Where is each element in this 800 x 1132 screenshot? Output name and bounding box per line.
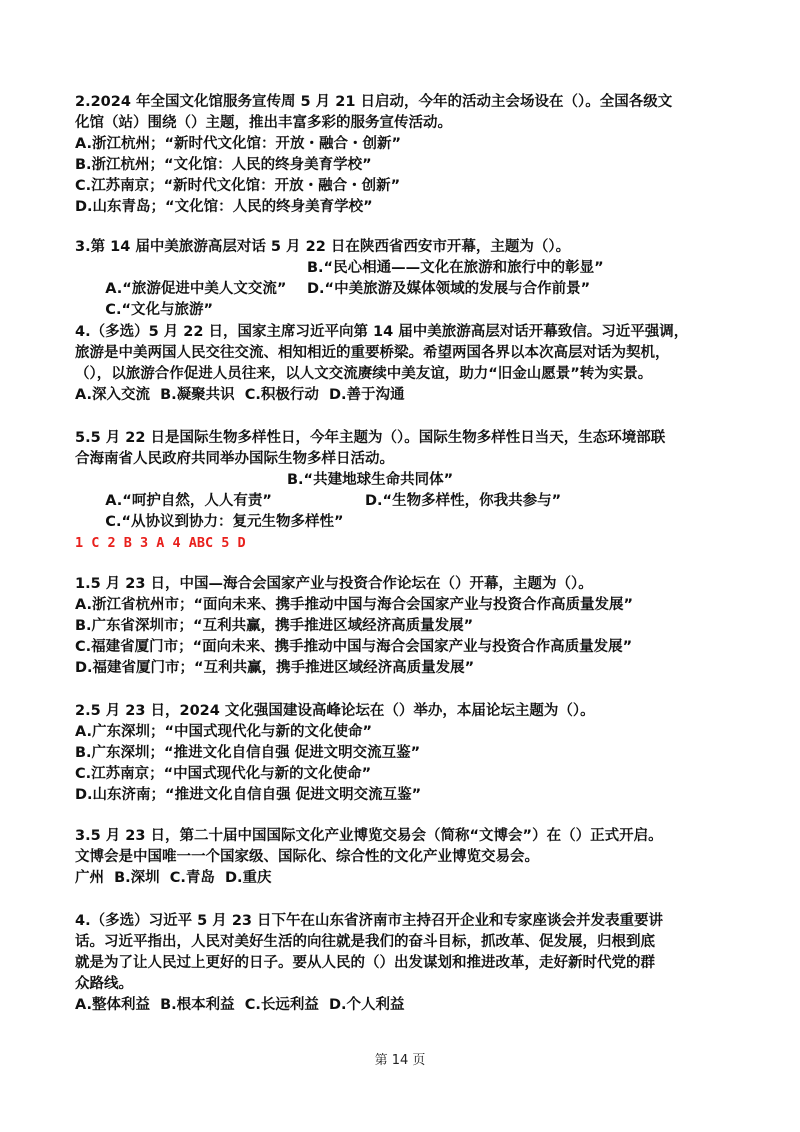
question-text: 1.5 月 23 日，中国—海合会国家产业与投资合作论坛在（）开幕，主题为（）。 bbox=[75, 576, 593, 592]
question-text: 合海南省人民政府共同举办国际生物多样日活动。 bbox=[75, 451, 394, 467]
question-jinan-symposium bbox=[75, 911, 735, 1016]
question-text: 文博会是中国唯一一个国家级、国际化、综合性的文化产业博览交易会。 bbox=[75, 849, 539, 865]
question-culture-forum bbox=[75, 701, 735, 806]
option-a: A.浙江杭州；“新时代文化馆：开放・融合・创新” bbox=[75, 136, 402, 152]
option-b: B.“共建地球生命共同体” bbox=[287, 472, 454, 488]
options-row: 广州 B.深圳 C.青岛 D.重庆 bbox=[75, 870, 272, 886]
option-d: D.山东青岛；“文化馆：人民的终身美育学校” bbox=[75, 199, 373, 215]
option-a: A.浙江省杭州市；“面向未来、携手推动中国与海合会国家产业与投资合作高质量发展” bbox=[75, 597, 634, 613]
question-2024-culture-hall bbox=[75, 92, 735, 218]
option-b: B.广东省深圳市；“互利共赢，携手推进区域经济高质量发展” bbox=[75, 618, 474, 634]
option-d: D.“中美旅游及媒体领域的发展与合作前景” bbox=[307, 281, 591, 297]
question-text: 3.5 月 23 日，第二十届中国国际文化产业博览交易会（简称“文博会”）在（）正式开启。 bbox=[75, 828, 663, 844]
option-a: A.“呵护自然，人人有责” bbox=[105, 493, 272, 509]
option-b: B.广东深圳；“推进文化自信自强 促进文明交流互鉴” bbox=[75, 745, 421, 761]
question-text: 众路线。 bbox=[75, 976, 133, 992]
question-text: 旅游是中美两国人民交往交流、相知相近的重要桥梁。希望两国各界以本次高层对话为契机， bbox=[75, 345, 670, 361]
question-tourism-letter bbox=[75, 322, 735, 406]
question-biodiversity-day bbox=[75, 428, 735, 530]
option-c: C.江苏南京；“中国式现代化与新的文化使命” bbox=[75, 766, 372, 782]
option-b: B.“民心相通——文化在旅游和旅行中的彰显” bbox=[307, 260, 604, 276]
question-text: 2.2024 年全国文化馆服务宣传周 5 月 21 日启动，今年的活动主会场设在（）。全国各级文 bbox=[75, 94, 673, 110]
question-text: 化馆（站）围绕（）主题，推出丰富多彩的服务宣传活动。 bbox=[75, 115, 452, 131]
question-text: 2.5 月 23 日，2024 文化强国建设高峰论坛在（）举办，本届论坛主题为（）。 bbox=[75, 703, 595, 719]
question-text: （），以旅游合作促进人员往来，以人文交流赓续中美友谊，助力“旧金山愿景”转为实景。 bbox=[75, 366, 653, 382]
option-b: B.浙江杭州；“文化馆：人民的终身美育学校” bbox=[75, 157, 372, 173]
option-c: C.福建省厦门市；“面向未来、携手推动中国与海合会国家产业与投资合作高质量发展” bbox=[75, 639, 633, 655]
page-number: 第 14 页 bbox=[374, 1053, 426, 1068]
question-text: 话。习近平指出，人民对美好生活的向往就是我们的奋斗目标，抓改革、促发展，归根到底 bbox=[75, 934, 655, 950]
options-row: A.整体利益 B.根本利益 C.长远利益 D.个人利益 bbox=[75, 997, 405, 1013]
question-text: 就是为了让人民过上更好的日子。要从人民的（）出发谋划和推进改革，走好新时代党的群 bbox=[75, 955, 655, 971]
options-row: A.深入交流 B.凝聚共识 C.积极行动 D.善于沟通 bbox=[75, 387, 405, 403]
question-text: 4.（多选）5 月 22 日，国家主席习近平向第 14 届中美旅游高层对话开幕致信。习近平强调， bbox=[75, 324, 689, 340]
option-d: D.福建省厦门市；“互利共赢，携手推进区域经济高质量发展” bbox=[75, 660, 475, 676]
question-text: 5.5 月 22 日是国际生物多样性日，今年主题为（）。国际生物多样性日当天，生态环境部联 bbox=[75, 430, 666, 446]
option-a: A.广东深圳；“中国式现代化与新的文化使命” bbox=[75, 724, 373, 740]
option-c: C.江苏南京；“新时代文化馆：开放・融合・创新” bbox=[75, 178, 401, 194]
answer-key: 1 C 2 B 3 A 4 ABC 5 D bbox=[75, 535, 246, 551]
question-us-china-tourism bbox=[75, 237, 735, 318]
option-d: D.“生物多样性，你我共参与” bbox=[365, 493, 562, 509]
question-text: 3.第 14 届中美旅游高层对话 5 月 22 日在陕西省西安市开幕，主题为（）。 bbox=[75, 239, 571, 255]
option-a: A.“旅游促进中美人文交流” bbox=[105, 281, 287, 297]
question-text: 4.（多选）习近平 5 月 23 日下午在山东省济南市主持召开企业和专家座谈会并发表重要讲 bbox=[75, 913, 664, 929]
option-c: C.“文化与旅游” bbox=[105, 302, 214, 318]
question-gcc-forum bbox=[75, 574, 735, 679]
question-cultural-fair bbox=[75, 826, 735, 889]
option-c: C.“从协议到协力：复元生物多样性” bbox=[105, 514, 344, 530]
option-d: D.山东济南；“推进文化自信自强 促进文明交流互鉴” bbox=[75, 787, 422, 803]
